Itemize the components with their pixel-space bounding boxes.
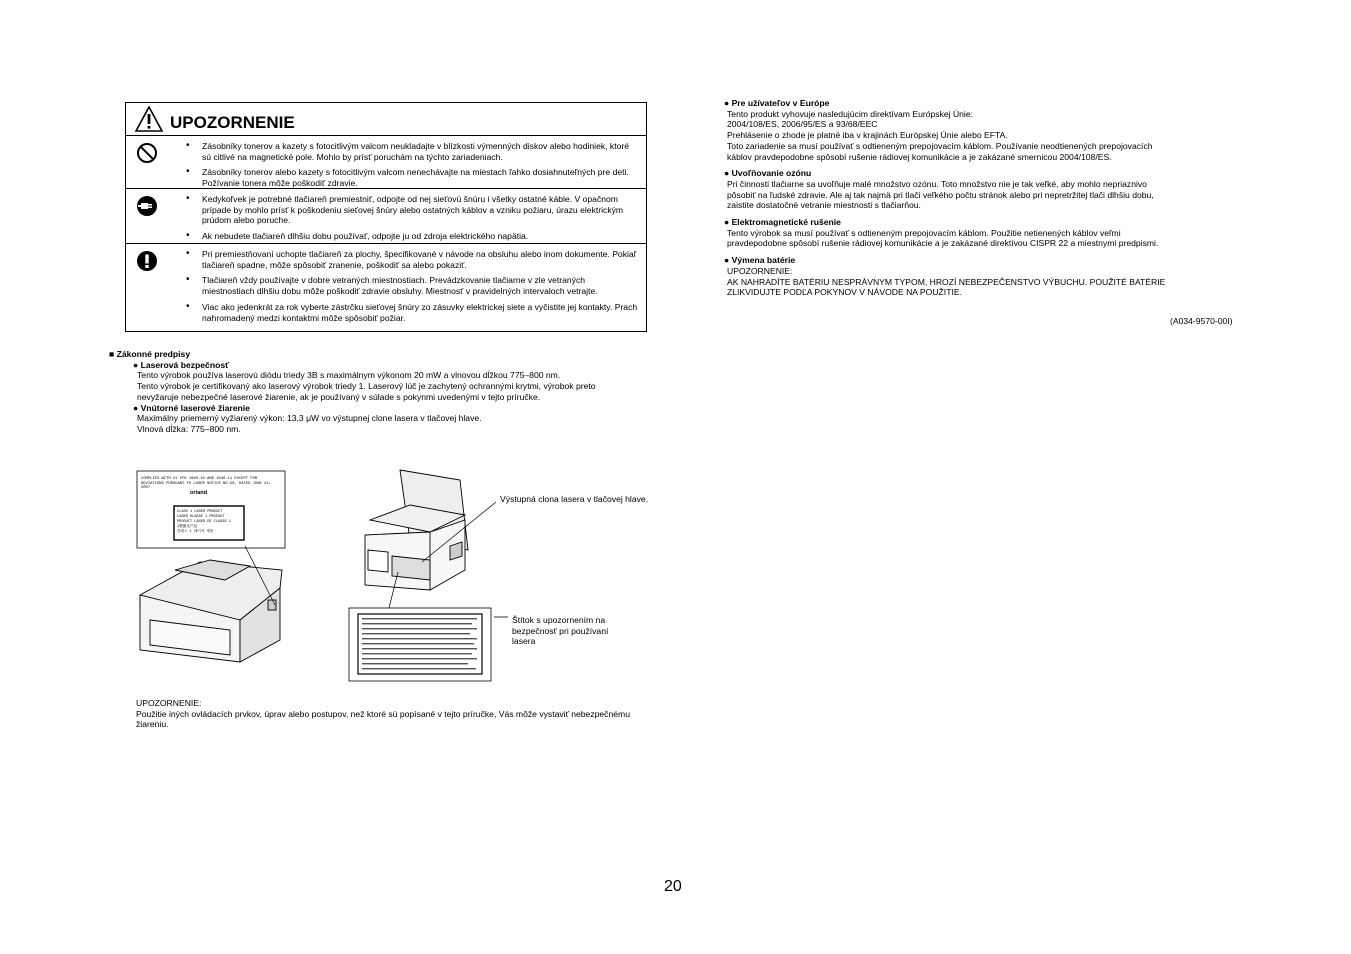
text-line: 2004/108/ES, 2006/95/ES a 93/68/EEC xyxy=(727,119,878,130)
caution-header xyxy=(126,103,646,136)
text-line: Prehlásenie o zhode je platné iba v krajinách Európskej Únie alebo EFTA. xyxy=(727,130,1008,141)
legal-section xyxy=(109,349,669,435)
text-line: Vlnová dĺžka: 775–800 nm. xyxy=(137,423,241,434)
aperture-callout: Výstupná clona lasera v tlačovej hlave. xyxy=(500,494,649,504)
caution-item: • Zásobníky tonerov alebo kazety s fotocitlivým valcom nenechávajte na miestach ľahko dosiahnuteľných pre deti. Požívanie tonera môže poškodiť zdravie. xyxy=(186,167,638,188)
right-column xyxy=(724,98,1244,298)
text-line: Tento produkt vyhovuje nasledujúcim direktívam Európskej Únie: xyxy=(727,108,973,119)
class-line: 클래스 1 레이저 제품 xyxy=(177,530,214,534)
certification-text xyxy=(141,477,281,491)
caution-row-prohibition xyxy=(126,136,646,189)
legal-heading: ■ Zákonné predpisy xyxy=(109,349,191,359)
text-line: zaistite dostatočné vetranie miestnosti s tlačiarňou. xyxy=(727,200,921,211)
caution-item: • Kedykoľvek je potrebné tlačiareň premiestniť, odpojte od nej sieťovú šnúru i všetky ostatné káble. V opačnom prípade by mohlo prísť k poškodeniu sieťovej šnúry alebo ostatných káblov a vzniku požiaru, úrazu elektrickým prúdom alebo poruche. xyxy=(186,194,638,226)
class1-text xyxy=(177,510,231,535)
text-line: Tento výrobok používa laserovú diódu triedy 3B s maximálnym výkonom 20 mW a vlnovou dĺžkou 775–800 nm. xyxy=(137,370,561,381)
caution-item: • Viac ako jedenkrát za rok vyberte zástrčku sieťovej šnúry zo zásuvky elektrickej siete a vyčistite jej kontakty. Prach nahromadený medzi kontaktmi môže spôsobiť požiar. xyxy=(186,302,638,323)
class-line: PRODUIT LASER DE CLASSE 1 xyxy=(177,520,231,524)
text-line: Maximálny priemerný vyžiarený výkon: 13,3 μW vo výstupnej clone lasera v tlačovej hlave. xyxy=(137,413,482,424)
cert-line: COMPLIES WITH 21 CFR 1040.10 AND 1040.11 EXCEPT FOR xyxy=(141,477,258,481)
caution-box xyxy=(125,102,647,332)
caution-row-unplug xyxy=(126,189,646,244)
cert-line: DEVIATIONS PURSUANT TO LASER NOTICE NO.50, DATED JUNE 24, 2007. xyxy=(141,481,271,491)
text-line: Tento výrobok sa musí používať s odtieneným prepojovacím káblom. Použitie netienených káblov veľmi xyxy=(727,227,1121,238)
or-and-text: or/and xyxy=(190,490,208,496)
caution-title: UPOZORNENIE xyxy=(170,113,295,132)
caution-item: • Tlačiareň vždy používajte v dobre vetraných miestnostiach. Prevádzkovanie tlačiarne v zle vetraných miestnostiach dlhšiu dobu môže poškodiť zdravie obsluhy. Miestnosť v pravidelných intervaloch vetrajte. xyxy=(186,275,638,296)
prohibition-icon xyxy=(136,142,158,164)
text-line: pravdepodobne spôsobí rušenie rádiovej komunikácie a je zakázané direktívou CISPR 22 a miestnymi predpismi. xyxy=(727,238,1159,249)
figure-caution-text: Použitie iných ovládacích prvkov, úprav alebo postupov, než ktoré sú popísané v tejto príručke, Vás môže vystaviť nebezpečnému žiareniu. xyxy=(136,708,630,730)
warning-triangle-icon xyxy=(135,106,163,132)
text-line: nevyžaruje nebezpečné laserové žiarenie, ak je používaný v súlade s pokynmi uvedenými v tejto príručke. xyxy=(137,391,541,402)
caution-row-exclamation xyxy=(126,244,646,334)
text-line: UPOZORNENIE: xyxy=(727,265,793,276)
text-line: Pri činnosti tlačiarne sa uvoľňuje malé množstvo ozónu. Toto množstvo nie je tak veľké, aby mohlo nepriaznivo xyxy=(727,178,1147,189)
figure-caution-title: UPOZORNENIE: xyxy=(136,698,202,708)
caution-item: • Zásobníky tonerov a kazety s fotocitlivým valcom neukladajte v blízkosti výmenných diskov alebo hodiniek, ktoré sú citlivé na magnetické pole. Mohlo by prísť poruchám na týchto zariadeniach. xyxy=(186,141,638,162)
text-line: AK NAHRADÍTE BATÉRIU NESPRÁVNYM TYPOM, HROZÍ NEBEZPEČENSTVO VÝBUCHU. POUŽITÉ BATÉRIE xyxy=(727,276,1166,287)
caution-item: • Pri premiestňovaní uchopte tlačiareň za plochy, špecifikované v návode na obsluhu alebo inom dokumente. Pokiaľ tlačiareň spadne, môže spôsobiť zranenie, poškodiť sa alebo pokaziť. xyxy=(186,249,638,270)
laser-safety-heading: ● Laserová bezpečnosť xyxy=(133,359,230,370)
printer-illustration-left xyxy=(140,560,282,662)
unplug-icon xyxy=(136,195,158,217)
label-callout: Štítok s upozornením na bezpečnosť pri používaní lasera xyxy=(512,615,609,647)
document-code: (A034-9570-00I) xyxy=(1170,316,1233,326)
internal-radiation-heading: ● Vnútorné laserové žiarenie xyxy=(133,402,250,413)
class-line: CLASS 1 LASER PRODUCT xyxy=(177,510,223,514)
battery-heading: ● Výmena batérie xyxy=(724,255,796,266)
class-line: 1類激光产品 xyxy=(177,525,198,529)
class-line: LASER KLASSE 1 PRODUKT xyxy=(177,515,225,519)
caution-item: • Ak nebudete tlačiareň dlhšiu dobu používať, odpojte ju od zdroja elektrického napätia. xyxy=(186,231,638,242)
europe-heading: ● Pre užívateľov v Európe xyxy=(724,98,830,108)
text-line: pôsobiť na ľudské zdravie. Ale aj tak najmä pri tlači veľkého počtu stránok alebo pri nepretržitej tlači dlhšiu dobu, xyxy=(727,189,1154,200)
emi-heading: ● Elektromagnetické rušenie xyxy=(724,217,841,228)
text-line: káblov pravdepodobne spôsobí rušenie rádiovej komunikácie a je zakázané smernicou 2004/108/ES. xyxy=(727,151,1112,162)
printer-illustration-right xyxy=(365,470,468,590)
text-line: Toto zariadenie sa musí používať s odtieneným prepojovacím káblom. Používanie neodtienených prepojovacích xyxy=(727,140,1153,151)
ozone-heading: ● Uvoľňovanie ozónu xyxy=(724,168,812,179)
figure-caution xyxy=(136,698,636,730)
text-line: Tento výrobok je certifikovaný ako laserový výrobok triedy 1. Laserový lúč je zachytený ochrannými krytmi, výrobok preto xyxy=(137,381,596,392)
text-line: ZLIKVIDUJTE PODĽA POKYNOV V NÁVODE NA POUŽITIE. xyxy=(727,287,962,298)
exclamation-icon xyxy=(136,250,158,272)
page-number: 20 xyxy=(664,878,682,895)
